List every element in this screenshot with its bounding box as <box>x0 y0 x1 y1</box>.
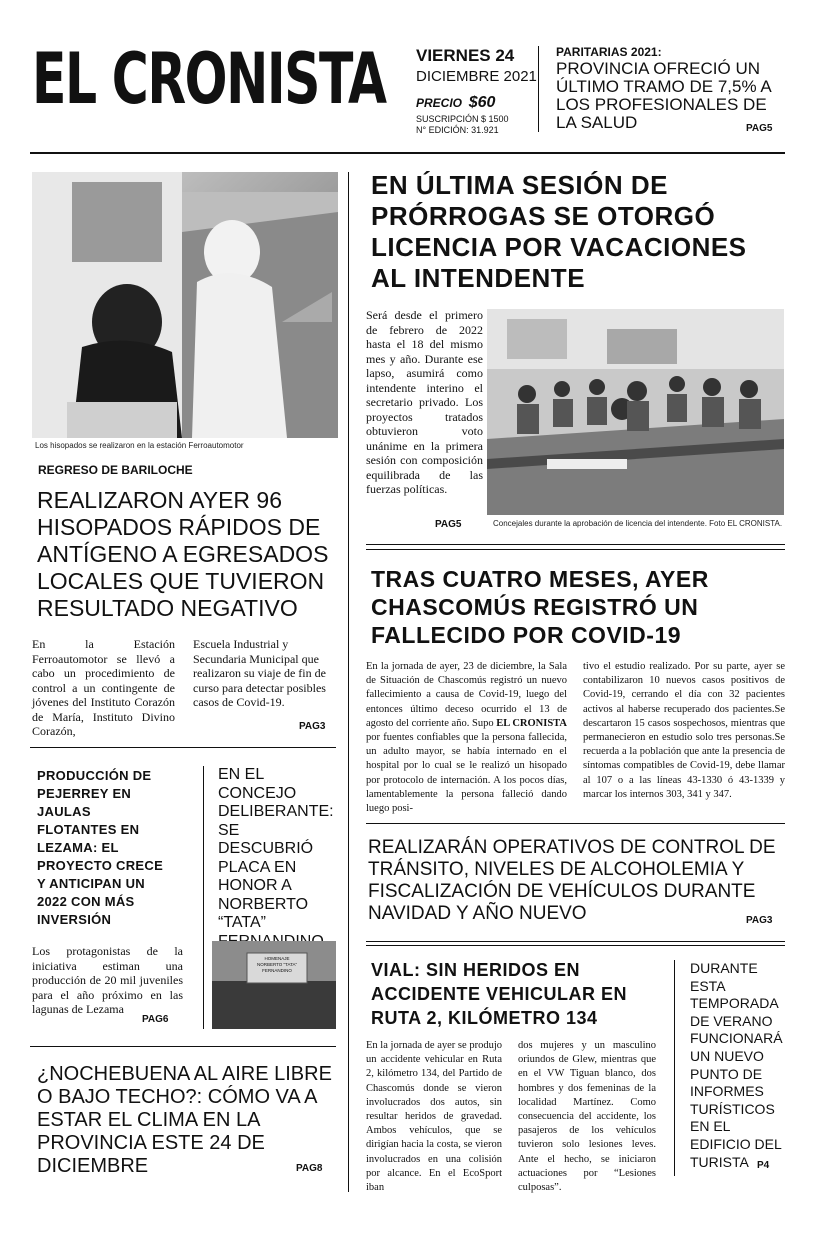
covid-headline[interactable]: TRAS CUATRO MESES, AYER CHASCOMÚS REGISTRÓ UN FALLECIDO POR COVID-19 <box>371 566 709 648</box>
issue-date: DICIEMBRE 2021 <box>416 68 537 85</box>
nochebuena-headline[interactable]: ¿NOCHEBUENA AL AIRE LIBRE O BAJO TECHO?: CÓMO VA A ESTAR EL CLIMA EN LA PROVINCIA ESTE 24 DE DICIEMBRE <box>37 1063 332 1177</box>
rule-left-1 <box>30 747 336 748</box>
newspaper-masthead: EL CRONISTA <box>32 38 386 120</box>
price <box>416 94 495 112</box>
hisopados-body-col1: En la Estación Ferroautomotor se llevó a cabo un procedimiento de control a un contingente de jóvenes del Instituto Corazón de María, Instituto Divino Corazón, <box>32 637 175 738</box>
issue-day: VIERNES 24 <box>416 46 515 65</box>
licencia-headline[interactable]: EN ÚLTIMA SESIÓN DE PRÓRROGAS SE OTORGÓ LICENCIA POR VACACIONES AL INTENDENTE <box>371 170 747 293</box>
hisopados-tag: REGRESO DE BARILOCHE <box>38 463 193 477</box>
masthead-divider <box>538 46 539 132</box>
council-photo-caption: Concejales durante la aprobación de licencia del intendente. Foto EL CRONISTA. <box>493 519 783 528</box>
licencia-body: Será desde el primero de febrero de 2022 hasta el 18 del mismo mes y año. Durante ese lapso, asumirá como intendente interino el secretario privado. Los proyectos tratados obtuvieron voto unánime en la primera sesión con composición equilibrada de las fuerzas políticas. <box>366 308 483 496</box>
paritarias-tag: PARITARIAS 2021: <box>556 45 662 59</box>
nochebuena-page: PAG8 <box>296 1163 323 1174</box>
vial-body-col2: dos mujeres y un masculino oriundos de Glew, mientras que en el VW Tiguan blanco, dos hombres y dos femeninas de la localidad Martínez. Como consecuencia del accidente, los pasajeros de los vehículos tuvieron solo lesiones leves. Ante el hecho, se iniciaron actuaciones por “Lesiones culposas”. <box>518 1040 656 1194</box>
plaque-photo <box>212 941 336 1029</box>
vial-headline[interactable]: VIAL: SIN HERIDOS EN ACCIDENTE VEHICULAR EN RUTA 2, KILÓMETRO 134 <box>371 960 628 1028</box>
rule-right-3a <box>366 941 785 942</box>
testing-photo-illustration <box>32 172 338 438</box>
testing-photo-caption: Los hisopados se realizaron en la estación Ferroautomotor <box>35 441 244 450</box>
pejerrey-page: PAG6 <box>142 1014 169 1025</box>
covid-body-col1: En la jornada de ayer, 23 de diciembre, la Sala de Situación de Chascomús registró un nuevo fallecimiento a causa de Covid-19, luego del entonces último deceso ocurrido el 13 de agosto del corriente año. Supo EL CRONISTA por fuentes confiables que la persona fallecida, un adulto mayor, se había internado en el hospital por lo cual se le realizó un hisopado por protocolo de internación. A los pocos días, lamentablemente la persona falleció dando luego posi- <box>366 661 567 815</box>
transito-headline[interactable]: REALIZARÁN OPERATIVOS DE CONTROL DE TRÁNSITO, NIVELES DE ALCOHOLEMIA Y FISCALIZACIÓN DE VEHÍCULOS DURANTE NAVIDAD Y AÑO NUEVO <box>368 837 776 924</box>
turismo-headline[interactable]: DURANTE ESTA TEMPORADA DE VERANO FUNCIONARÁ UN NUEVO PUNTO DE INFORMES TURÍSTICOS EN EL EDIFICIO DEL TURISTA <box>690 960 783 1170</box>
council-photo-illustration <box>487 309 784 515</box>
rule-right-1a <box>366 544 785 545</box>
price-label: PRECIO <box>416 96 463 110</box>
plaque-illustration <box>212 941 336 1029</box>
masthead-rule <box>30 152 785 154</box>
vial-body-col1: En la jornada de ayer se produjo un accidente vehicular en Ruta 2, kilómetro 134, del Partido de Chascomús donde se vieron involucrados dos autos, sin resultar heridos de gravedad. Ambos vehículos, que se dirigían hacia la costa, se vieron involucrados en una colisión por alcance. En el EcoSport iban <box>366 1040 502 1194</box>
column-divider <box>348 172 349 1192</box>
council-session-photo <box>487 309 784 515</box>
paritarias-page: PAG5 <box>746 123 773 134</box>
subscription-info <box>416 114 509 136</box>
rule-right-3b <box>366 945 785 946</box>
hisopados-body-col2: Escuela Industrial y Secundaria Municipal que realizaron su viaje de fin de curso para detectar posibles casos de Covid-19. <box>193 637 326 709</box>
testing-station-photo <box>32 172 338 438</box>
concejo-headline[interactable]: EN EL CONCEJO DELIBERANTE: SE DESCUBRIÓ PLACA EN HONOR A NORBERTO “TATA” <box>218 766 334 931</box>
column-divider-left <box>203 766 204 1029</box>
covid-body-col2: tivo el estudio realizado. Por su parte, ayer se contabilizaron 10 nuevos casos positivos de Covid-19, cerrando el día con 32 pacientes activos al haberse recuperado dos pacientes.Se descartaron 15 casos sospechosos, mientras que permanecieron en estudio solo tres personas.Se recuerda a la población que ante la presencia de síntomas compatibles de Covid-19, debe llamar al 107 o a las líneas 43-1330 ó 43-1339 y marcar los internos 303, 341 y 347. <box>583 661 785 800</box>
rule-left-2 <box>30 1046 336 1047</box>
transito-page: PAG3 <box>746 915 773 926</box>
plaque-text: HOMENAJE NORBERTO “TATA” FERNANDINO <box>256 956 298 973</box>
rule-right-2 <box>366 823 785 824</box>
price-value: $60 <box>468 94 496 111</box>
pejerrey-headline[interactable]: PRODUCCIÓN DE PEJERREY EN JAULAS FLOTANTES EN LEZAMA: EL PROYECTO CRECE Y ANTICIPAN UN 2022 CON MÁS INVERSIÓN <box>37 768 164 927</box>
column-divider-right <box>674 960 675 1176</box>
rule-right-1b <box>366 549 785 550</box>
subscription-price: SUSCRIPCIÓN $ 1500 <box>416 114 509 124</box>
pejerrey-body: Los protagonistas de la iniciativa estiman una producción de 20 mil juveniles para el año próximo en las lagunas de Lezama <box>32 944 183 1016</box>
turismo-page: P4 <box>757 1160 770 1171</box>
paritarias-headline[interactable]: PROVINCIA OFRECIÓ UN ÚLTIMO TRAMO DE 7,5% A LOS PROFESIONALES DE LA SALUD <box>556 59 771 132</box>
hisopados-headline[interactable]: REALIZARON AYER 96 HISOPADOS RÁPIDOS DE ANTÍGENO A EGRESADOS LOCALES QUE TUVIERON RESULTADO NEGATIVO <box>37 487 329 621</box>
licencia-page: PAG5 <box>435 519 462 530</box>
edition-number: N° EDICIÓN: 31.921 <box>416 125 499 135</box>
hisopados-page: PAG3 <box>299 721 326 732</box>
